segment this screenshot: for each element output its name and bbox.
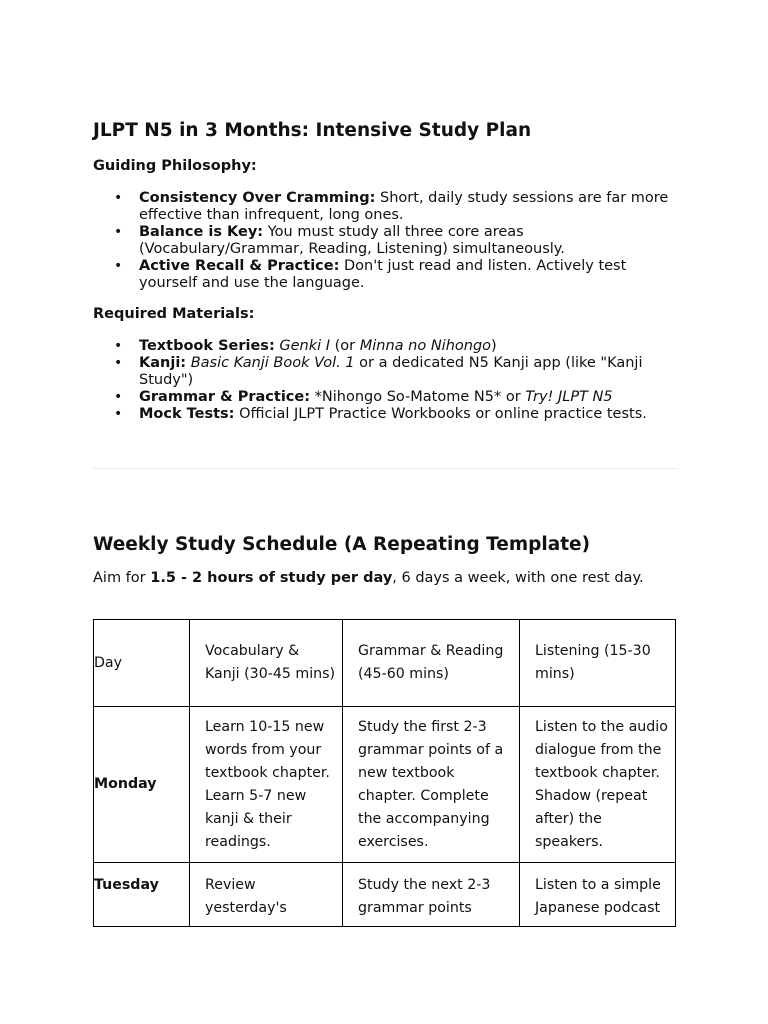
table-row	[94, 707, 676, 863]
column-header: Vocabulary & Kanji (30-45 mins)	[190, 620, 343, 707]
table-header-row	[94, 620, 676, 707]
table-cell: Study the first 2-3 grammar points of a new textbook chapter. Complete the accompanying exercises.	[343, 707, 520, 863]
table-cell: Study the next 2-3 grammar points	[343, 863, 520, 927]
schedule-heading: Weekly Study Schedule (A Repeating Template)	[93, 534, 591, 555]
list-item: • Mock Tests: Official JLPT Practice Workbooks or online practice tests.	[93, 406, 678, 423]
section-divider	[93, 468, 678, 469]
materials-heading: Required Materials:	[93, 306, 255, 322]
materials-list	[93, 338, 678, 423]
day-cell: Monday	[94, 707, 190, 863]
column-header: Grammar & Reading (45-60 mins)	[343, 620, 520, 707]
philosophy-heading: Guiding Philosophy:	[93, 158, 257, 174]
list-item: • Kanji: Basic Kanji Book Vol. 1 or a dedicated N5 Kanji app (like "Kanji Study")	[93, 355, 678, 389]
day-cell: Tuesday	[94, 863, 190, 927]
list-item: • Textbook Series: Genki I (or Minna no Nihongo)	[93, 338, 678, 355]
list-item: • Grammar & Practice: *Nihongo So-Matome N5* or Try! JLPT N5	[93, 389, 678, 406]
list-item: • Balance is Key: You must study all three core areas (Vocabulary/Grammar, Reading, Listening) simultaneously.	[93, 224, 678, 258]
table-cell: Review yesterday's	[190, 863, 343, 927]
list-item: • Active Recall & Practice: Don't just read and listen. Actively test yourself and use the language.	[93, 258, 678, 292]
table-cell: Listen to the audio dialogue from the textbook chapter. Shadow (repeat after) the speakers.	[520, 707, 676, 863]
column-header: Day	[94, 620, 190, 707]
table-cell: Listen to a simple Japanese podcast	[520, 863, 676, 927]
table-row	[94, 863, 676, 927]
table-cell: Learn 10-15 new words from your textbook chapter. Learn 5-7 new kanji & their readings.	[190, 707, 343, 863]
list-item: • Consistency Over Cramming: Short, daily study sessions are far more effective than infrequent, long ones.	[93, 190, 678, 224]
schedule-table	[93, 619, 676, 927]
column-header: Listening (15-30 mins)	[520, 620, 676, 707]
schedule-intro: Aim for 1.5 - 2 hours of study per day, 6 days a week, with one rest day.	[93, 570, 644, 586]
philosophy-list	[93, 190, 678, 292]
page-title: JLPT N5 in 3 Months: Intensive Study Plan	[93, 120, 532, 141]
